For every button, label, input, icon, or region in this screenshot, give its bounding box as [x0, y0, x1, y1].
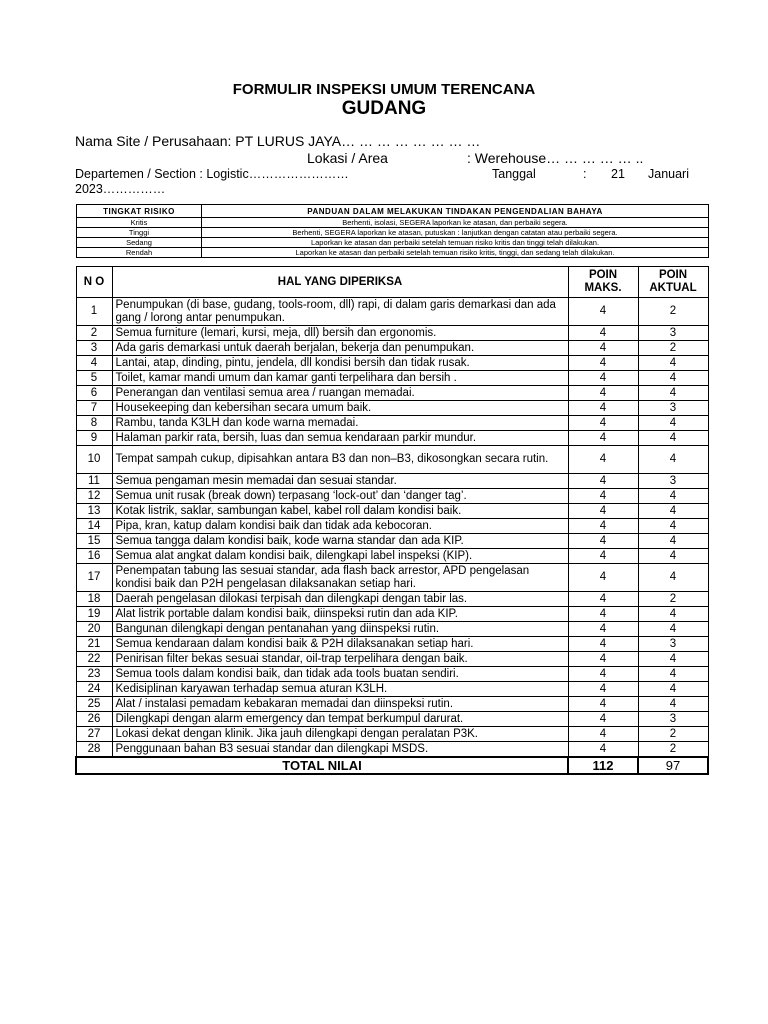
row-item: Kotak listrik, saklar, sambungan kabel, kabel roll dalam kondisi baik. — [112, 504, 568, 519]
row-number: 5 — [76, 371, 112, 386]
row-actual-points: 4 — [638, 431, 708, 446]
row-number: 24 — [76, 682, 112, 697]
row-actual-points: 4 — [638, 682, 708, 697]
row-actual-points: 4 — [638, 652, 708, 667]
col-max-header: POIN MAKS. — [568, 267, 638, 298]
table-row — [76, 622, 708, 637]
row-actual-points: 4 — [638, 549, 708, 564]
row-item: Penempatan tabung las sesuai standar, ada flash back arrestor, APD pengelasan kondisi baik dan P2H pengelasan dilaksanakan setiap hari. — [112, 564, 568, 592]
risk-guide-header: PANDUAN DALAM MELAKUKAN TINDAKAN PENGENDALIAN BAHAYA — [202, 205, 709, 218]
risk-row — [77, 238, 709, 248]
row-max-points: 4 — [568, 637, 638, 652]
risk-row — [77, 248, 709, 258]
row-max-points: 4 — [568, 519, 638, 534]
row-item: Semua alat angkat dalam kondisi baik, dilengkapi label inspeksi (KIP). — [112, 549, 568, 564]
row-item: Semua unit rusak (break down) terpasang ‘lock-out’ dan ‘danger tag’. — [112, 489, 568, 504]
total-max: 112 — [568, 757, 638, 774]
row-max-points: 4 — [568, 341, 638, 356]
row-max-points: 4 — [568, 592, 638, 607]
row-actual-points: 3 — [638, 326, 708, 341]
row-max-points: 4 — [568, 682, 638, 697]
row-item: Semua kendaraan dalam kondisi baik & P2H dilaksanakan setiap hari. — [112, 637, 568, 652]
table-row — [76, 386, 708, 401]
row-number: 26 — [76, 712, 112, 727]
row-number: 2 — [76, 326, 112, 341]
row-max-points: 4 — [568, 504, 638, 519]
row-max-points: 4 — [568, 401, 638, 416]
tanggal-year: 2023…………… — [75, 182, 166, 196]
tanggal-day: 21 — [611, 167, 625, 181]
table-row — [76, 697, 708, 712]
row-max-points: 4 — [568, 298, 638, 326]
row-actual-points: 2 — [638, 298, 708, 326]
row-max-points: 4 — [568, 697, 638, 712]
row-actual-points: 3 — [638, 712, 708, 727]
total-label: TOTAL NILAI — [76, 757, 568, 774]
row-item: Penggunaan bahan B3 sesuai standar dan dilengkapi MSDS. — [112, 742, 568, 758]
table-row — [76, 446, 708, 474]
table-row — [76, 519, 708, 534]
table-row — [76, 401, 708, 416]
row-max-points: 4 — [568, 489, 638, 504]
row-item: Daerah pengelasan dilokasi terpisah dan dilengkapi dengan tabir las. — [112, 592, 568, 607]
table-row — [76, 504, 708, 519]
row-max-points: 4 — [568, 712, 638, 727]
row-max-points: 4 — [568, 564, 638, 592]
table-row — [76, 592, 708, 607]
row-actual-points: 4 — [638, 416, 708, 431]
risk-level: Kritis — [77, 218, 202, 228]
row-actual-points: 3 — [638, 401, 708, 416]
row-number: 27 — [76, 727, 112, 742]
form-subtitle: GUDANG — [341, 98, 427, 119]
table-row — [76, 652, 708, 667]
row-max-points: 4 — [568, 326, 638, 341]
row-number: 20 — [76, 622, 112, 637]
row-actual-points: 4 — [638, 622, 708, 637]
col-no-header: N O — [76, 267, 112, 298]
row-number: 18 — [76, 592, 112, 607]
site-field: Nama Site / Perusahaan: PT LURUS JAYA… … … … … … … … — [75, 133, 481, 149]
row-item: Semua tools dalam kondisi baik, dan tidak ada tools buatan sendiri. — [112, 667, 568, 682]
inspection-table — [75, 266, 709, 775]
row-item: Toilet, kamar mandi umum dan kamar ganti terpelihara dan bersih . — [112, 371, 568, 386]
row-actual-points: 4 — [638, 504, 708, 519]
row-item: Alat listrik portable dalam kondisi baik, diinspeksi rutin dan ada KIP. — [112, 607, 568, 622]
row-item: Halaman parkir rata, bersih, luas dan semua kendaraan parkir mundur. — [112, 431, 568, 446]
row-max-points: 4 — [568, 416, 638, 431]
table-row — [76, 356, 708, 371]
inspection-body — [76, 298, 708, 758]
row-max-points: 4 — [568, 534, 638, 549]
row-item: Penumpukan (di base, gudang, tools-room, dll) rapi, di dalam garis demarkasi dan ada gang / lorong antar penumpukan. — [112, 298, 568, 326]
row-actual-points: 4 — [638, 534, 708, 549]
tanggal-colon: : — [583, 167, 587, 181]
row-number: 3 — [76, 341, 112, 356]
row-number: 21 — [76, 637, 112, 652]
row-actual-points: 3 — [638, 474, 708, 489]
table-row — [76, 564, 708, 592]
row-actual-points: 2 — [638, 727, 708, 742]
row-item: Semua tangga dalam kondisi baik, kode warna standar dan ada KIP. — [112, 534, 568, 549]
row-number: 10 — [76, 446, 112, 474]
risk-level-header: TINGKAT RISIKO — [77, 205, 202, 218]
col-item-header: HAL YANG DIPERIKSA — [112, 267, 568, 298]
row-number: 14 — [76, 519, 112, 534]
row-item: Tempat sampah cukup, dipisahkan antara B3 dan non–B3, dikosongkan secara rutin. — [112, 446, 568, 474]
row-number: 1 — [76, 298, 112, 326]
row-number: 9 — [76, 431, 112, 446]
table-row — [76, 742, 708, 758]
col-actual-header: POIN AKTUAL — [638, 267, 708, 298]
row-actual-points: 4 — [638, 356, 708, 371]
table-row — [76, 712, 708, 727]
row-actual-points: 4 — [638, 446, 708, 474]
row-actual-points: 4 — [638, 519, 708, 534]
lokasi-label: Lokasi / Area — [307, 150, 388, 166]
row-max-points: 4 — [568, 622, 638, 637]
row-number: 19 — [76, 607, 112, 622]
risk-level: Tinggi — [77, 228, 202, 238]
row-number: 28 — [76, 742, 112, 758]
row-item: Semua pengaman mesin memadai dan sesuai standar. — [112, 474, 568, 489]
table-row — [76, 607, 708, 622]
row-number: 16 — [76, 549, 112, 564]
row-actual-points: 4 — [638, 564, 708, 592]
row-number: 25 — [76, 697, 112, 712]
row-number: 4 — [76, 356, 112, 371]
row-item: Penirisan filter bekas sesuai standar, oil-trap terpelihara dengan baik. — [112, 652, 568, 667]
row-number: 15 — [76, 534, 112, 549]
row-number: 12 — [76, 489, 112, 504]
risk-row — [77, 228, 709, 238]
row-item: Rambu, tanda K3LH dan kode warna memadai. — [112, 416, 568, 431]
row-number: 7 — [76, 401, 112, 416]
row-item: Ada garis demarkasi untuk daerah berjalan, bekerja dan penumpukan. — [112, 341, 568, 356]
table-row — [76, 371, 708, 386]
table-row — [76, 431, 708, 446]
row-actual-points: 2 — [638, 742, 708, 758]
row-actual-points: 4 — [638, 607, 708, 622]
risk-guide: Berhenti, isolasi, SEGERA laporkan ke atasan, dan perbaiki segera. — [202, 218, 709, 228]
table-row — [76, 637, 708, 652]
total-actual: 97 — [638, 757, 708, 774]
row-item: Kedisiplinan karyawan terhadap semua aturan K3LH. — [112, 682, 568, 697]
inspection-header-row — [76, 267, 708, 298]
row-max-points: 4 — [568, 607, 638, 622]
row-item: Penerangan dan ventilasi semua area / ruangan memadai. — [112, 386, 568, 401]
form-title: FORMULIR INSPEKSI UMUM TERENCANA — [232, 81, 536, 98]
table-row — [76, 682, 708, 697]
row-number: 6 — [76, 386, 112, 401]
row-max-points: 4 — [568, 667, 638, 682]
total-row — [76, 757, 708, 774]
row-max-points: 4 — [568, 727, 638, 742]
row-number: 11 — [76, 474, 112, 489]
tanggal-label: Tanggal — [492, 167, 536, 181]
row-max-points: 4 — [568, 371, 638, 386]
row-number: 8 — [76, 416, 112, 431]
table-row — [76, 326, 708, 341]
row-actual-points: 4 — [638, 667, 708, 682]
risk-level: Sedang — [77, 238, 202, 248]
row-max-points: 4 — [568, 446, 638, 474]
row-actual-points: 2 — [638, 592, 708, 607]
table-row — [76, 667, 708, 682]
row-actual-points: 3 — [638, 637, 708, 652]
risk-guide: Laporkan ke atasan dan perbaiki setelah temuan risiko kritis, tinggi, dan sedang telah dilakukan. — [202, 248, 709, 258]
risk-guide-table — [76, 204, 709, 258]
row-max-points: 4 — [568, 652, 638, 667]
row-actual-points: 4 — [638, 386, 708, 401]
table-row — [76, 534, 708, 549]
table-row — [76, 298, 708, 326]
row-max-points: 4 — [568, 549, 638, 564]
table-row — [76, 474, 708, 489]
risk-header-row — [77, 205, 709, 218]
row-number: 17 — [76, 564, 112, 592]
risk-level: Rendah — [77, 248, 202, 258]
row-max-points: 4 — [568, 742, 638, 758]
table-row — [76, 416, 708, 431]
risk-row — [77, 218, 709, 228]
tanggal-month: Januari — [648, 167, 689, 181]
row-item: Semua furniture (lemari, kursi, meja, dll) bersih dan ergonomis. — [112, 326, 568, 341]
risk-body — [77, 218, 709, 258]
row-item: Pipa, kran, katup dalam kondisi baik dan tidak ada kebocoran. — [112, 519, 568, 534]
table-row — [76, 549, 708, 564]
row-max-points: 4 — [568, 386, 638, 401]
row-item: Housekeeping dan kebersihan secara umum baik. — [112, 401, 568, 416]
lokasi-value: : Werehouse… … … … … .. — [467, 150, 644, 166]
row-actual-points: 4 — [638, 697, 708, 712]
row-max-points: 4 — [568, 474, 638, 489]
row-actual-points: 4 — [638, 489, 708, 504]
table-row — [76, 727, 708, 742]
risk-guide: Berhenti, SEGERA laporkan ke atasan, putuskan : lanjutkan dengan catatan atau perbaiki segera. — [202, 228, 709, 238]
row-actual-points: 2 — [638, 341, 708, 356]
row-max-points: 4 — [568, 356, 638, 371]
table-row — [76, 341, 708, 356]
row-item: Dilengkapi dengan alarm emergency dan tempat berkumpul darurat. — [112, 712, 568, 727]
row-item: Lokasi dekat dengan klinik. Jika jauh dilengkapi dengan peralatan P3K. — [112, 727, 568, 742]
row-item: Lantai, atap, dinding, pintu, jendela, dll kondisi bersih dan tidak rusak. — [112, 356, 568, 371]
row-number: 13 — [76, 504, 112, 519]
row-actual-points: 4 — [638, 371, 708, 386]
row-item: Alat / instalasi pemadam kebakaran memadai dan diinspeksi rutin. — [112, 697, 568, 712]
risk-guide: Laporkan ke atasan dan perbaiki setelah temuan risiko kritis dan tinggi telah dilakukan. — [202, 238, 709, 248]
row-item: Bangunan dilengkapi dengan pentanahan yang diinspeksi rutin. — [112, 622, 568, 637]
row-number: 23 — [76, 667, 112, 682]
department-field: Departemen / Section : Logistic…………………… — [75, 167, 349, 181]
row-max-points: 4 — [568, 431, 638, 446]
table-row — [76, 489, 708, 504]
row-number: 22 — [76, 652, 112, 667]
